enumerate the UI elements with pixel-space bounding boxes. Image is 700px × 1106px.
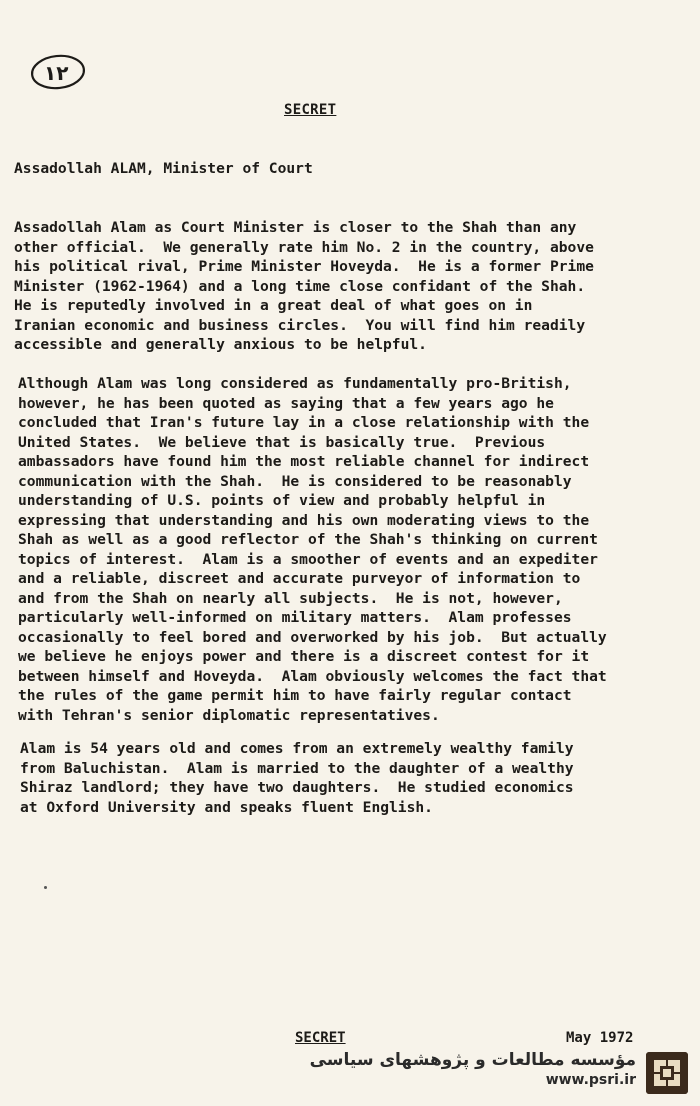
text-line: from Baluchistan. Alam is married to the daughter of a wealthy bbox=[20, 759, 574, 777]
text-line: topics of interest. Alam is a smoother of events and an expediter bbox=[18, 550, 598, 568]
text-line: and from the Shah on nearly all subjects. He is not, however, bbox=[18, 589, 563, 607]
text-line: Minister (1962-1964) and a long time close confidant of the Shah. bbox=[14, 277, 586, 295]
text-line: understanding of U.S. points of view and probably helpful in bbox=[18, 492, 546, 509]
text-line: particularly well-informed on military matters. Alam professes bbox=[18, 609, 572, 626]
text-line: between himself and Hoveyda. Alam obviously welcomes the fact that bbox=[18, 667, 607, 685]
text-line: expressing that understanding and his own moderating views to the bbox=[18, 511, 590, 529]
text-line: at Oxford University and speaks fluent English. bbox=[20, 798, 433, 816]
paper-speck bbox=[44, 886, 47, 889]
text-line: He is reputedly involved in a great deal of what goes on in bbox=[14, 297, 533, 314]
text-line: and a reliable, discreet and accurate purveyor of information to bbox=[18, 570, 581, 587]
paragraph-2 bbox=[18, 374, 688, 725]
text-line: concluded that Iran's future lay in a close relationship with the bbox=[18, 414, 590, 431]
document-date: May 1972 bbox=[566, 1030, 634, 1046]
text-line: we believe he enjoys power and there is a discreet contest for it bbox=[18, 648, 590, 665]
paragraph-3 bbox=[20, 739, 690, 817]
archive-stamp bbox=[309, 1046, 696, 1102]
text-line: his political rival, Prime Minister Hoveyda. He is a former Prime bbox=[14, 258, 594, 275]
classification-footer: SECRET bbox=[295, 1030, 346, 1046]
text-line: with Tehran's senior diplomatic representatives. bbox=[18, 706, 440, 724]
handwritten-number-text: ١٢ bbox=[44, 61, 69, 85]
text-line: Alam is 54 years old and comes from an extremely wealthy family bbox=[20, 740, 574, 757]
institute-url: www.psri.ir bbox=[545, 1072, 636, 1088]
text-line: accessible and generally anxious to be helpful. bbox=[14, 336, 427, 353]
institute-name: مؤسسه مطالعات و پژوهشهای سیاسی bbox=[309, 1050, 636, 1070]
logo-center bbox=[663, 1069, 671, 1077]
text-line: Iranian economic and business circles. You will find him readily bbox=[14, 316, 586, 334]
text-line: the rules of the game permit him to have fairly regular contact bbox=[18, 687, 572, 704]
text-line: however, he has been quoted as saying that a few years ago he bbox=[18, 394, 554, 412]
text-line: Shah as well as a good reflector of the Shah's thinking on current bbox=[18, 531, 598, 548]
paragraph-1 bbox=[14, 218, 684, 355]
classification-header: SECRET bbox=[284, 102, 337, 118]
institute-logo-icon bbox=[646, 1052, 688, 1094]
text-line: ambassadors have found him the most reliable channel for indirect bbox=[18, 453, 590, 470]
text-line: Shiraz landlord; they have two daughters. He studied economics bbox=[20, 779, 574, 796]
subject-line: Assadollah ALAM, Minister of Court bbox=[14, 160, 313, 177]
text-line: communication with the Shah. He is considered to be reasonably bbox=[18, 472, 572, 490]
archive-stamp-text bbox=[310, 1050, 636, 1088]
text-line: Although Alam was long considered as fundamentally pro-British, bbox=[18, 375, 572, 392]
text-line: United States. We believe that is basically true. Previous bbox=[18, 433, 546, 451]
text-line: occasionally to feel bored and overworked by his job. But actually bbox=[18, 628, 607, 646]
text-line: other official. We generally rate him No. 2 in the country, above bbox=[14, 238, 594, 256]
text-line: Assadollah Alam as Court Minister is closer to the Shah than any bbox=[14, 219, 577, 236]
handwritten-page-number bbox=[28, 52, 86, 92]
